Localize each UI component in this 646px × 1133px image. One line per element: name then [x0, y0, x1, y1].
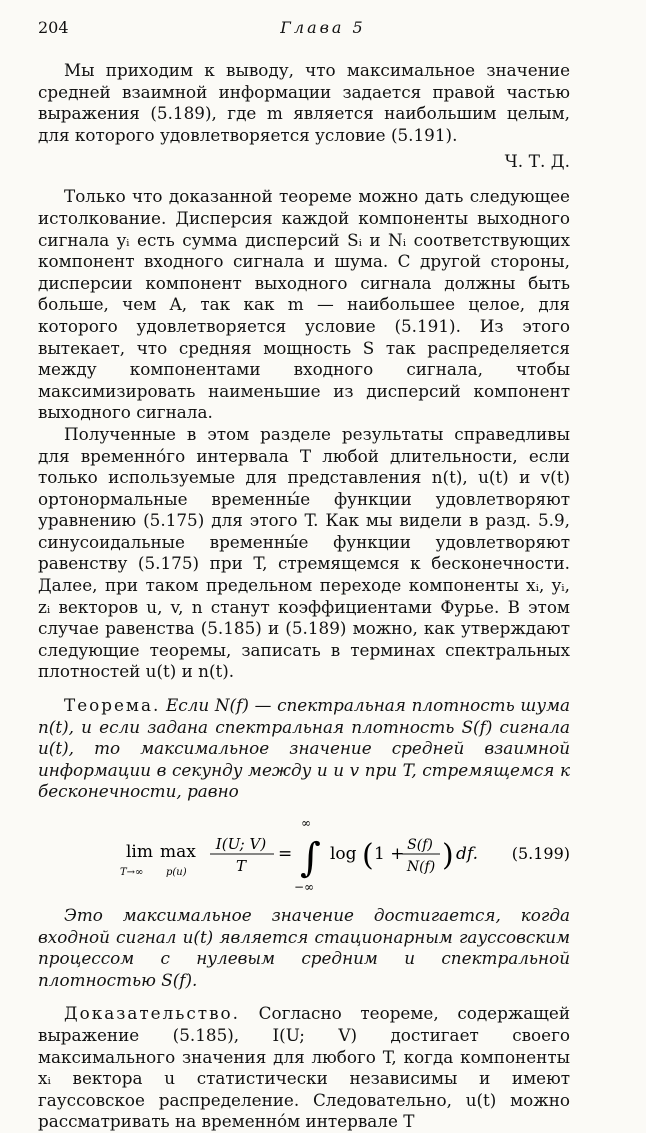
one-plus: 1 +	[374, 844, 405, 864]
interpretation-paragraph: Только что доказанной теореме можно дать следующее истолкование. Дисперсия каждой компоненты выходного сигнала yᵢ есть сумма дисперсий Sᵢ и Nᵢ соответствующих компонент входного сигнала и шума. С другой стороны, дисперсии компонент выходного сигнала должны быть больше, чем A, так как m — наибольшее целое, для которого удовлетворяется условие (5.191). Из этого вытекает, что средняя мощность S так распределяется между компонентами входного сигнала, чтобы максимизировать наименьшие из дисперсий компонент выходного сигнала.	[38, 186, 570, 423]
integral-sign: ∫	[300, 835, 321, 881]
lim-operator: lim	[126, 842, 153, 862]
conclusion-paragraph: Мы приходим к выводу, что максимальное значение средней взаимной информации задается правой частью выражения (5.189), где m является наибольшим целым, для которого удовлетворяется условие (5.191).	[38, 60, 570, 145]
integral-lower-limit: −∞	[294, 880, 315, 894]
equation-5-199	[38, 811, 570, 895]
qed-mark: Ч. Т. Д.	[504, 152, 570, 173]
theorem-label: Теорема.	[64, 695, 161, 716]
max-operator: max	[160, 842, 196, 862]
proof-paragraph	[38, 1003, 570, 1133]
theorem-text: Если N(f) — спектральная плотность шума n(t), и если задана спектральная плотность S(f) сигнала u(t), то максимальное значение средней взаимной информации в секунду между u и v при T, стремящемся к бесконечности, равно	[38, 695, 570, 802]
proof-text: Согласно теореме, содержащей выражение (5.185), I(U; V) достигает своего максимального значения для любого T, когда компоненты xᵢ вектора u статистически независимы и имеют гауссовское распределение. Следовательно, u(t) можно рассматривать на временно́м интервале T	[38, 1003, 570, 1132]
chapter-title: Глава 5	[280, 18, 366, 37]
right-paren: )	[442, 838, 454, 873]
theorem-statement	[38, 695, 570, 803]
results-paragraph: Полученные в этом разделе результаты справедливы для временно́го интервала T любой длительности, если только используемые для представления n(t), u(t) и v(t) ортонормальные временны́е функции удовлетворяют уравнению (5.175) для этого T. Как мы видели в разд. 5.9, синусоидальные временны́е функции удовлетворяют равенству (5.175) при T, стремящемся к бесконечности. Далее, при таком предельном переходе компоненты xᵢ, yᵢ, zᵢ векторов u, v, n станут коэффициентами Фурье. В этом случае равенства (5.185) и (5.189) можно, как утверждают следующие теоремы, записать в терминах спектральных плотностей u(t) и n(t).	[38, 423, 570, 682]
inner-denominator: N(f)	[406, 859, 436, 875]
inner-numerator: S(f)	[407, 837, 433, 853]
proof-label: Доказательство.	[64, 1003, 240, 1024]
page-number: 204	[38, 18, 69, 37]
theorem-conclusion: Это максимальное значение достигается, когда входной сигнал u(t) является стационарным гауссовским процессом с нулевым средним и спектральной плотностью S(f).	[38, 905, 570, 990]
equals-sign: =	[278, 844, 293, 864]
left-paren: (	[362, 838, 374, 873]
fraction-denominator: T	[235, 857, 247, 875]
equation-number: (5.199)	[511, 844, 570, 863]
fraction-numerator: I(U; V)	[215, 835, 267, 853]
max-subscript: p(u)	[166, 867, 187, 878]
log-function: log	[330, 844, 357, 864]
page-content	[38, 60, 570, 1133]
integral-upper-limit: ∞	[301, 816, 311, 830]
lim-subscript: T→∞	[120, 867, 144, 878]
page-header	[38, 18, 608, 40]
differential: df.	[456, 844, 478, 864]
